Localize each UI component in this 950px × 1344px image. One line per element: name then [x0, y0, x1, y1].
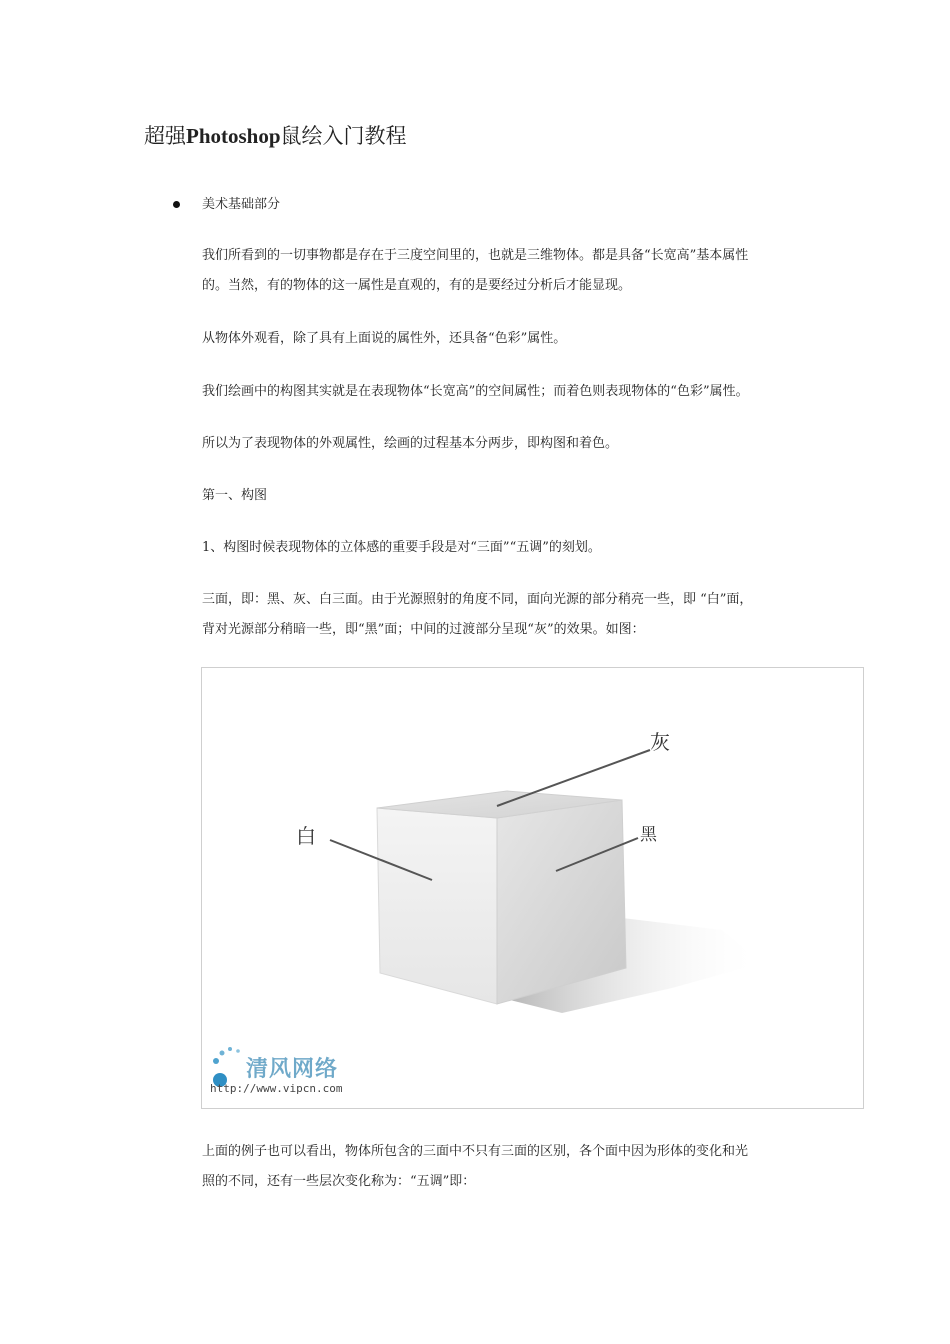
paragraph-line: 1、构图时候表现物体的立体感的重要手段是对“三面”“五调”的刻划。	[202, 540, 601, 555]
section-heading: 美术基础部分	[202, 197, 281, 212]
paragraph-line: 三面，即：黑、灰、白三面。由于光源照射的角度不同，面向光源的部分稍亮一些，即 “白”面，	[202, 592, 753, 607]
bullet-icon	[173, 201, 180, 208]
paragraph	[202, 533, 822, 563]
watermark-logo	[210, 1048, 370, 1104]
paragraph-line: 照的不同，还有一些层次变化称为：“五调”即：	[202, 1174, 476, 1189]
paragraph-line: 我们绘画中的构图其实就是在表现物体“长宽高”的空间属性；而着色则表现物体的“色彩”属性。	[202, 384, 749, 399]
paragraph	[202, 241, 822, 301]
paragraph	[202, 429, 822, 459]
paragraph	[202, 1137, 822, 1197]
paragraph	[202, 585, 822, 645]
paragraph-line: 的。当然，有的物体的这一属性是直观的，有的是要经过分析后才能显现。	[202, 278, 632, 293]
logo-url: http://www.vipcn.com	[210, 1082, 343, 1095]
cube-face-black	[497, 800, 626, 1004]
title-brand: Photoshop	[186, 124, 281, 148]
paragraph-line: 第一、构图	[202, 488, 268, 503]
paragraph-line: 我们所看到的一切事物都是存在于三度空间里的，也就是三维物体。都是具备“长宽高”基本属性	[202, 248, 749, 263]
paragraph-line: 上面的例子也可以看出，物体所包含的三面中不只有三面的区别，各个面中因为形体的变化和光	[202, 1144, 749, 1159]
logo-text: 清风网络	[246, 1057, 339, 1082]
title-prefix: 超强	[144, 124, 186, 148]
paragraph	[202, 377, 822, 407]
cube-illustration	[202, 668, 864, 1109]
cube-figure	[201, 667, 864, 1109]
paragraph-line: 背对光源部分稍暗一些，即“黑”面；中间的过渡部分呈现“灰”的效果。如图：	[202, 622, 645, 637]
label-white: 白	[296, 824, 316, 848]
paragraph-line: 所以为了表现物体的外观属性，绘画的过程基本分两步，即构图和着色。	[202, 436, 619, 451]
label-gray: 灰	[650, 730, 670, 754]
paragraph-line: 从物体外观看，除了具有上面说的属性外，还具备“色彩”属性。	[202, 331, 567, 346]
page-title	[144, 121, 407, 151]
title-suffix: 鼠绘入门教程	[280, 124, 407, 148]
cube-face-white	[377, 808, 497, 1004]
paragraph	[202, 481, 822, 511]
paragraph	[202, 324, 822, 354]
label-black: 黑	[640, 825, 657, 845]
